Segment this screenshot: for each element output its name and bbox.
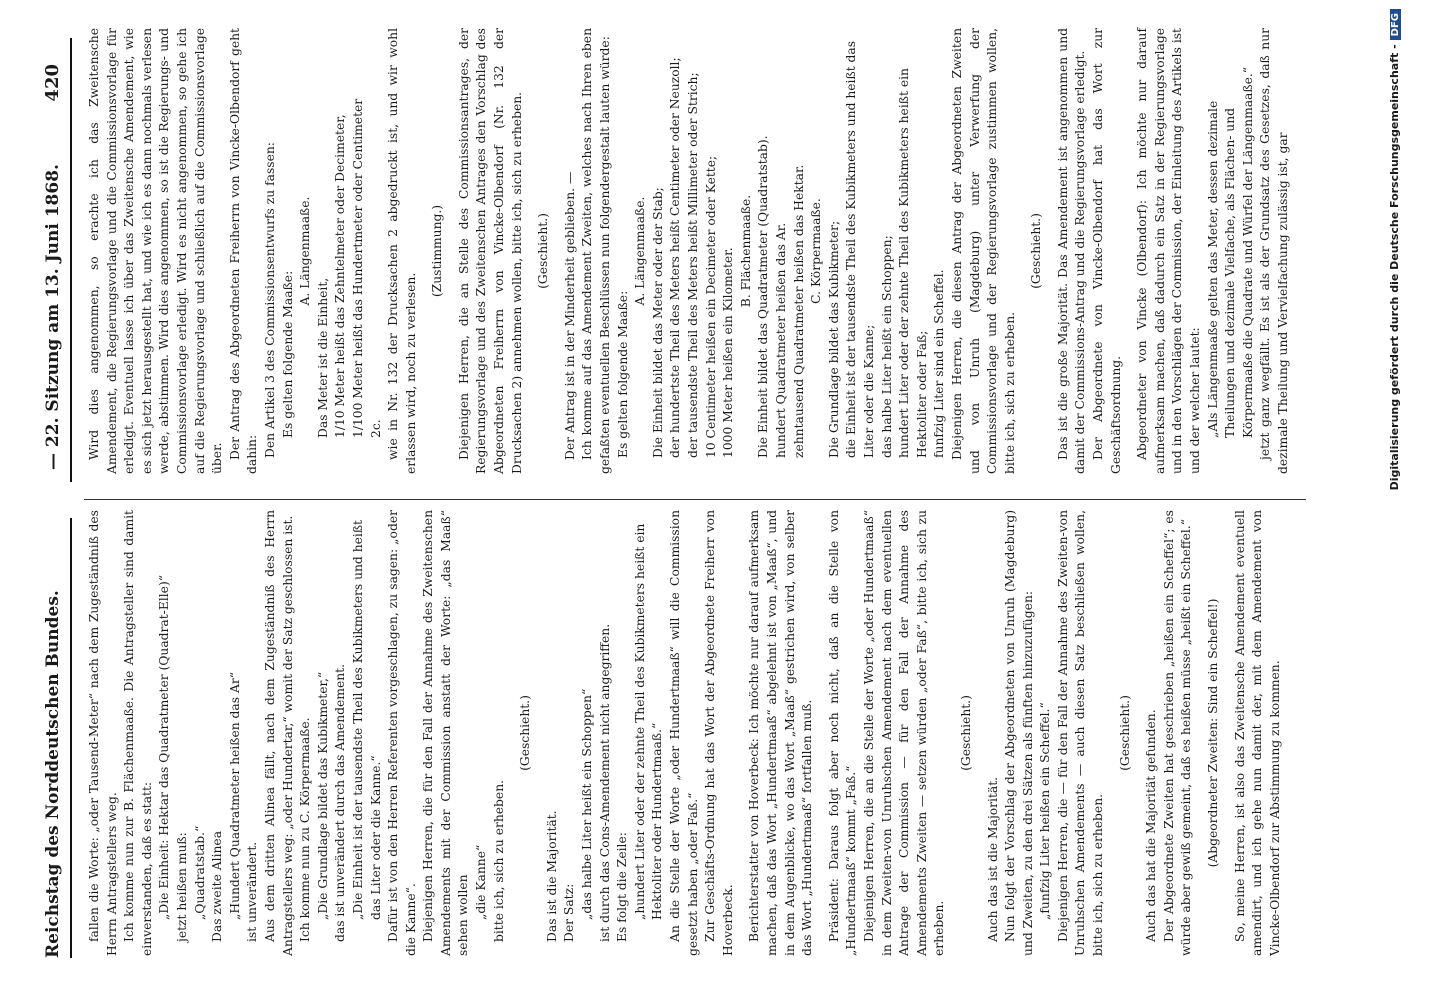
paragraph: hundert Quadratmeter heißen das Ar. [773, 222, 788, 458]
paragraph: jetzt heißen muß: [174, 832, 189, 942]
paragraph: (Geschieht.) [1117, 695, 1132, 771]
paragraph: Ich komme auf das Amendement Zweiten, welches nach Ihren eben gefaßten eventuellen Beschlüssen nun folgendergestalt lauten würde: [580, 28, 613, 474]
paragraph: Die Grundlage bildet das Kubikmeter; [826, 220, 841, 458]
paragraph: Diejenigen Herren, die an Stelle des Commissionsantrages, der Regierungsvorlage und des Zweitenschen Antrages den Vorschlag des Abgeordneten Freiherrn von Vincke-Olbendorf (Nr. 132 der Drucksachen 2) annehmen wollen, bitte ich, sich zu erheben. [456, 28, 524, 474]
paragraph: Das zweite Alinea [210, 830, 225, 942]
paragraph: Der Antrag des Abgeordneten Freiherrn von Vincke-Olbendorf geht dahin: [227, 28, 260, 474]
paragraph: ist unverändert. [245, 841, 260, 942]
paragraph: Nun folgt der Vorschlag der Abgeordneten von Unruh (Magdeburg) und Zweiten, zu den drei Sätzen als fünften hinzuzufügen: [1003, 510, 1035, 956]
paragraph: Berichterstatter von Hoverbeck: Ich möchte nur darauf aufmerksam machen, daß das Wort „Hundertmaaß“ abgelehnt ist von „Maaß“, und in dem Augenblicke, wo das Wort „Maaß“ gestrichen wird, von selber das Wort „Hundertmaaß“ fortfallen muß. [747, 510, 815, 956]
paragraph: funfzig Liter sind ein Scheffel. [932, 269, 947, 458]
paragraph: „Die Grundlage bildet das Kubikmeter,“ [315, 671, 330, 920]
paragraph: Es gelten folgende Maaße: [615, 290, 630, 458]
paragraph: fallen die Worte: „oder Tausend-Meter“ nach dem Zugeständniß des Herrn Antragstellers weg. [87, 510, 119, 956]
paragraph: (Abgeordneter Zweiten: Sind ein Scheffel!) [1206, 598, 1221, 868]
paragraph: 1/100 Meter heißt das Hundertmeter oder Centimeter [350, 98, 365, 438]
paragraph: wie in Nr. 132 der Drucksachen 2 abgedruckt ist, und wir wohl erlassen wird, noch zu verlesen. [386, 28, 418, 474]
left-column [86, 510, 1284, 956]
paragraph: Das ist die Majorität. [544, 810, 559, 942]
paragraph: „Quadratstab.“ [192, 825, 207, 920]
paragraph: Auch das ist die Majorität. [985, 776, 1000, 942]
paragraph: (Zustimmung.) [430, 204, 445, 298]
page-number: 420 [42, 64, 63, 102]
paragraph: Der Antrag ist in der Minderheit geblieben. — [562, 171, 577, 460]
paragraph: Der Abgeordnete Zweiten hat geschrieben „heißen ein Scheffel“; es würde aber gewiß gemeint, daß es heißen müsse „heißt ein Scheffel.“ [1161, 510, 1194, 956]
credit-text: Digitalisierung gefördert durch die Deutsche Forschungsgemeinschaft - [1388, 44, 1401, 491]
paragraph: Zur Geschäfts-Ordnung hat das Wort der Abgeordnete Freiherr von Hoverbeck. [703, 510, 735, 956]
paragraph: der hundertste Theil des Meters heißt Centimeter oder Neuzoll; [668, 57, 683, 458]
paragraph: Das ist die große Majorität. Das Amendement ist angenommen und damit der Commissions-Antrag und die Regierungsvorlage erledigt. [1055, 28, 1088, 474]
paragraph: Diejenigen Herren, die diesen Antrag der Abgeordneten Zweiten und von Unruh (Magdeburg) unter Verwerfung der Commissionsvorlage und der Regierungsvorlage zustimmen wollen, bitte ich, sich zu erheben. [949, 28, 1017, 474]
paragraph: Wird dies angenommen, so erachte ich das Zweitensche Amendement, die Regierungsvorlage und die Commissionsvorlage für erledigt. Eventuell lasse ich über das Zweitensche Amendement, wie es sich jetzt herausgestellt hat, und wie ich es dann nochmals verlesen werde, abstimmen. Wird dies angenommen, so ist die Regierungs- und Commissionsvorlage erledigt. Wird es nicht angenommen, so gehe ich auf die Regierungsvorlage und schließlich auf die Commissionsvorlage über. [87, 28, 225, 474]
paragraph: das halbe Liter heißt ein Schoppen; [879, 235, 894, 458]
paragraph: An die Stelle der Worte „oder Hundertmaaß“ will die Commission gesetzt haben „oder Faß.“ [668, 510, 700, 956]
digitization-credit [1388, 9, 1401, 994]
running-header-left: Reichstag des Norddeutschen Bundes. [43, 590, 63, 958]
paragraph: Die Einheit bildet das Meter oder der Stab; [650, 187, 665, 458]
paragraph: bitte ich, sich zu erheben. [491, 779, 506, 942]
paragraph: der tausendste Theil des Meters heißt Millimeter oder Strich; [686, 72, 700, 458]
paragraph: Ich komme nun zur B. Flächenmaaße. Die Antragsteller sind damit einverstanden, daß es statt: [122, 510, 154, 956]
paragraph: 10 Centimeter heißen ein Decimeter oder Kette; [703, 155, 718, 458]
paragraph: Auch das hat die Majorität gefunden. [1144, 709, 1159, 942]
paragraph: „das halbe Liter heißt ein Schoppen“ [580, 688, 595, 920]
paragraph: jetzt ganz wegfällt. Es ist als der Grundsatz des Gesetzes, daß nur dezimale Theilung und Vervielfachung zulässig ist, gar [1258, 28, 1290, 474]
paragraph: Diejenigen Herren, die — für den Fall der Annahme des Zweiten-von Unruhschen Amendements — auch diesen Satz beschließen wollen, bitte ich, sich zu erheben. [1055, 510, 1106, 956]
dfg-logo: DFG [1390, 9, 1401, 40]
paragraph: C. Körpermaaße. [809, 198, 824, 304]
paragraph: Die Einheit bildet das Quadratmeter (Quadratstab). [756, 135, 771, 458]
paragraph: Es folgt die Zeile: [615, 832, 630, 942]
paragraph: Dafür ist von den Herren Referenten vorgeschlagen, zu sagen: „oder die Kanne“. [386, 510, 418, 956]
header-rule-right [70, 38, 72, 482]
paragraph: Der Satz: [562, 883, 577, 942]
paragraph: 2c. [368, 419, 383, 438]
column-divider [84, 499, 1306, 500]
paragraph: B. Flächenmaaße. [738, 194, 753, 308]
paragraph: A. Längenmaaße. [298, 196, 313, 306]
paragraph: „die Kanne“ [474, 844, 489, 920]
paragraph: „Die Einheit ist der tausendste Theil des Kubikmeters und heißt das Liter oder die Kanne.“ [350, 520, 383, 920]
paragraph: „Hundert Quadratmeter heißen das Ar“ [227, 671, 242, 920]
running-header-right: — 22. Sitzung am 13. Juni 1868. [43, 164, 63, 470]
paragraph: Der Abgeordnete von Vincke-Olbendorf hat das Wort zur Geschäftsordnung. [1091, 28, 1123, 474]
paragraph: Es gelten folgende Maaße: [280, 270, 295, 438]
paragraph: die Einheit ist der tausendste Theil des Kubikmeters und heißt das Liter oder die Kanne; [844, 40, 876, 458]
paragraph: Den Artikel 3 des Commissionsentwurfs zu fassen: [262, 142, 277, 458]
paragraph: Diejenigen Herren, die für den Fall der Annahme des Zweitenschen Amendements mit der Commission anstatt der Worte: „das Maaß“ sehen wollen [421, 510, 471, 956]
paragraph: Präsident: Daraus folgt aber noch nicht, daß an die Stelle von „Hundertmaaß“ kommt „Faß.“ [826, 510, 859, 956]
paragraph: (Geschieht.) [958, 695, 973, 771]
paragraph: „funfzig Liter heißen ein Scheffel.“ [1038, 702, 1053, 920]
paragraph: A. Längenmaaße. [633, 196, 648, 306]
header-rule-left [70, 518, 72, 958]
paragraph: Ich komme nun zu C. Körpermaaße. [298, 717, 313, 942]
paragraph: Aus dem dritten Alinea fällt, nach dem Zugeständniß des Herrn Antragstellers weg: „oder Hundertar,“ womit der Satz geschlossen ist. [262, 510, 295, 956]
paragraph: „Die Einheit: Hektar das Quadratmeter (Quadrat-Elle)“ [157, 574, 172, 920]
paragraph: „hundert Liter oder der zehnte Theil des Kubikmeters heißt ein Hektoliter oder Hundertmaaß.“ [632, 523, 665, 920]
paragraph: zehntausend Quadratmeter heißen das Hektar. [791, 164, 806, 458]
paragraph: 1000 Meter heißen ein Kilometer. [721, 247, 736, 458]
paragraph: (Geschieht.) [536, 213, 551, 289]
paragraph: Das Meter ist die Einheit, [315, 277, 330, 438]
paragraph: 1/10 Meter heißt das Zehntelmeter oder Decimeter, [333, 114, 348, 438]
paragraph: hundert Liter oder der zehnte Theil des Kubikmeters heißt ein Hektoliter oder Faß; [897, 68, 929, 458]
paragraph: das ist unverändert durch das Amendement. [333, 664, 348, 942]
paragraph: Abgeordneter von Vincke (Olbendorf): Ich möchte nur darauf aufmerksam machen, daß dadurch ein Satz in der Regierungsvorlage und in den Vorschlägen der Commission, der Einleitung des Artikels ist und der welcher lautet: [1135, 28, 1203, 474]
paragraph: ist durch das Cons-Amendement nicht angegriffen. [597, 623, 612, 942]
paragraph: So, meine Herren, ist also das Zweitensche Amendement eventuell amendirt, und ich gehe nun damit der, mit dem Amendement von Vincke-Olbendorf zur Abstimmung zu kommen. [1232, 510, 1282, 956]
paragraph: „Als Längenmaaße gelten das Meter, dessen dezimale Theilungen und dezimale Vielfache, als Flächen- und Körpermaaße die Quadrate und Würfel der Längenmaaße.“ [1205, 66, 1255, 438]
paragraph: (Geschieht.) [518, 695, 533, 771]
right-column [86, 28, 1293, 474]
paragraph: (Geschieht.) [1029, 213, 1044, 289]
paragraph: Diejenigen Herren, die an die Stelle der Worte „oder Hundertmaaß“ in dem Zweiten-von Unruhschen Amendement nach dem eventuellen Antrage der Commission — für den Fall der Annahme des Amendements Zweiten — setzen würden „oder Faß“, bitte ich, sich zu erheben. [861, 510, 947, 956]
